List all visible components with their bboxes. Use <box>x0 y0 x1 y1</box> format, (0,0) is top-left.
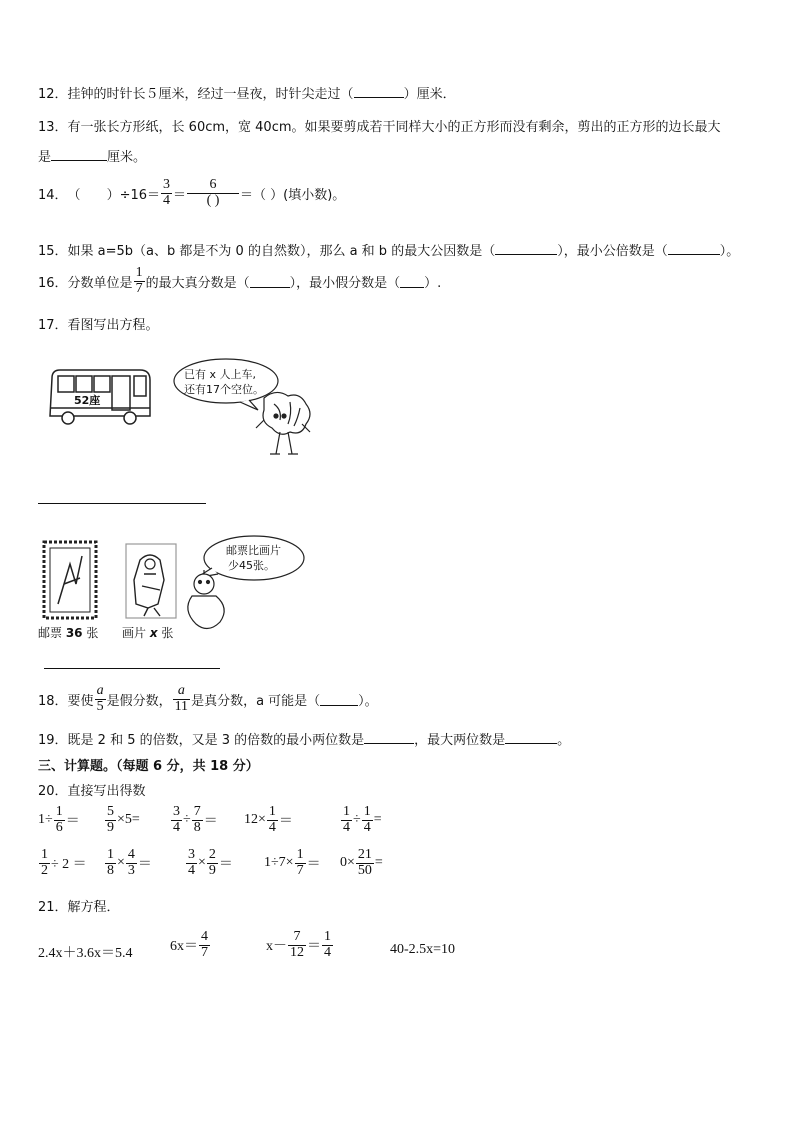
question-text: ，最大两位数是 <box>414 733 506 748</box>
question-14 <box>38 178 345 208</box>
question-text: ），最小公倍数是（ <box>557 244 668 259</box>
stamp-icon <box>44 542 96 618</box>
bubble-line-2: 还有17个空位。 <box>184 383 264 396</box>
question-21 <box>38 896 120 915</box>
question-number: 18． <box>38 693 68 709</box>
question-18 <box>38 684 378 714</box>
question-15 <box>38 240 739 259</box>
bus-seat-label: 52座 <box>74 394 101 407</box>
answer-blank[interactable] <box>250 275 290 288</box>
question-number: 16． <box>38 275 68 291</box>
question-number: 17． <box>38 318 68 333</box>
answer-blank[interactable] <box>364 731 414 744</box>
equation: x－ $\frac{7}{12}$ ＝ $\frac{1}{4}$ <box>266 929 331 960</box>
fraction: $\frac{6}{( )}$ <box>187 178 239 208</box>
question-text: ）。 <box>358 693 378 709</box>
expression: $\frac{5}{9}$ ×5= <box>107 804 140 835</box>
question-text: ）。 <box>719 244 740 259</box>
answer-line[interactable] <box>38 503 206 504</box>
question-13-line2 <box>38 146 146 165</box>
question-number: 14． <box>38 187 68 203</box>
question-text: ）÷16＝ <box>106 187 160 203</box>
stamp-caption: 邮票 36 张 <box>38 626 99 640</box>
question-text: 厘米。 <box>107 150 147 165</box>
question-16 <box>38 266 441 296</box>
question-text: 。 <box>557 733 571 748</box>
picture-card-icon <box>126 544 176 618</box>
fraction: $\frac{a}{11}$ <box>174 683 189 714</box>
cabbage-character-icon <box>256 392 310 454</box>
question-text: ），最小假分数是（ <box>289 275 401 291</box>
picture-caption: 画片 x 张 <box>122 626 174 640</box>
answer-blank[interactable] <box>400 275 424 288</box>
question-17 <box>38 314 159 333</box>
expression: 1÷7× $\frac{1}{7}$ ＝ <box>264 847 321 878</box>
expression: $\frac{3}{4}$ ÷ $\frac{7}{8}$ ＝ <box>173 804 218 835</box>
question-number: 15． <box>38 244 68 259</box>
expression: 0× $\frac{21}{50}$ = <box>340 847 383 878</box>
speech-bubble <box>196 536 304 580</box>
expression: $\frac{1}{2}$ ÷ 2 ＝ <box>41 847 87 878</box>
question-text: 要使 <box>67 693 94 709</box>
question-text: 有一张长方形纸，长 60cm，宽 40cm。如果要剪成若干同样大小的正方形而没有剩余，剪出的正方形的边长最大 <box>67 120 721 135</box>
question-text: 既是 2 和 5 的倍数，又是 3 的倍数的最小两位数是 <box>67 733 365 748</box>
bubble-line-1: 已有 x 人上车, <box>184 368 256 381</box>
expression: $\frac{1}{4}$ ÷ $\frac{1}{4}$ = <box>343 804 382 835</box>
fraction: $\frac{3}{4}$ <box>163 177 170 208</box>
question-text: （ <box>67 187 81 203</box>
fraction: $\frac{a}{5}$ <box>96 683 104 714</box>
question-text: 如果 a=5b（a、b 都是不为 0 的自然数），那么 a 和 b 的最大公因数是（ <box>67 244 496 259</box>
equation: 40-2.5x=10 <box>390 942 456 957</box>
answer-line[interactable] <box>44 668 220 669</box>
expression: 12× $\frac{1}{4}$ ＝ <box>244 804 293 835</box>
equals-sign: ＝ <box>173 187 187 203</box>
equation: 2.4x＋3.6x＝5.4 <box>38 946 133 961</box>
expression: $\frac{1}{8}$ × $\frac{4}{3}$ ＝ <box>107 847 152 878</box>
question-number: 20． <box>38 784 68 799</box>
question-text: 看图写出方程。 <box>67 318 159 333</box>
question-number: 19． <box>38 733 68 748</box>
question-text: 挂钟的时针长５厘米，经过一昼夜，时针尖走过（ <box>67 87 354 102</box>
answer-blank[interactable] <box>51 148 107 161</box>
question-text: 是 <box>38 150 52 165</box>
answer-blank[interactable] <box>495 242 557 255</box>
question-text: 的最大真分数是（ <box>145 275 250 291</box>
bubble-line-1: 邮票比画片 <box>226 544 281 557</box>
question-number: 12． <box>38 87 68 102</box>
question-text: ）. <box>424 275 442 291</box>
question-text: ＝（ ）(填小数)。 <box>240 187 346 203</box>
question-number: 13． <box>38 120 68 135</box>
bus-illustration <box>44 358 324 466</box>
expression: 1÷ $\frac{1}{6}$ ＝ <box>38 804 80 835</box>
equation: 6x＝ $\frac{4}{7}$ <box>170 929 208 960</box>
question-19 <box>38 729 570 748</box>
question-13 <box>38 116 721 135</box>
question-text: 解方程． <box>67 900 120 915</box>
answer-blank[interactable] <box>505 731 557 744</box>
section-heading: 三、计算题。（每题 6 分，共 18 分） <box>38 759 259 774</box>
gourd-character-icon <box>188 570 224 629</box>
question-text: 是真分数，a 可能是（ <box>191 693 321 709</box>
question-text: 分数单位是 <box>67 275 133 291</box>
question-20 <box>38 780 146 799</box>
question-text: 是假分数， <box>106 693 172 709</box>
question-12 <box>38 83 456 102</box>
question-text: 直接写出得数 <box>67 784 146 799</box>
answer-blank[interactable] <box>354 85 404 98</box>
expression: $\frac{3}{4}$ × $\frac{2}{9}$ ＝ <box>188 847 233 878</box>
fraction: $\frac{1}{7}$ <box>135 265 143 296</box>
question-text: ）厘米． <box>403 87 456 102</box>
speech-bubble <box>174 359 278 410</box>
answer-blank[interactable] <box>320 693 358 706</box>
question-number: 21． <box>38 900 68 915</box>
bubble-line-2: 少45张。 <box>228 559 275 572</box>
answer-blank[interactable] <box>668 242 720 255</box>
